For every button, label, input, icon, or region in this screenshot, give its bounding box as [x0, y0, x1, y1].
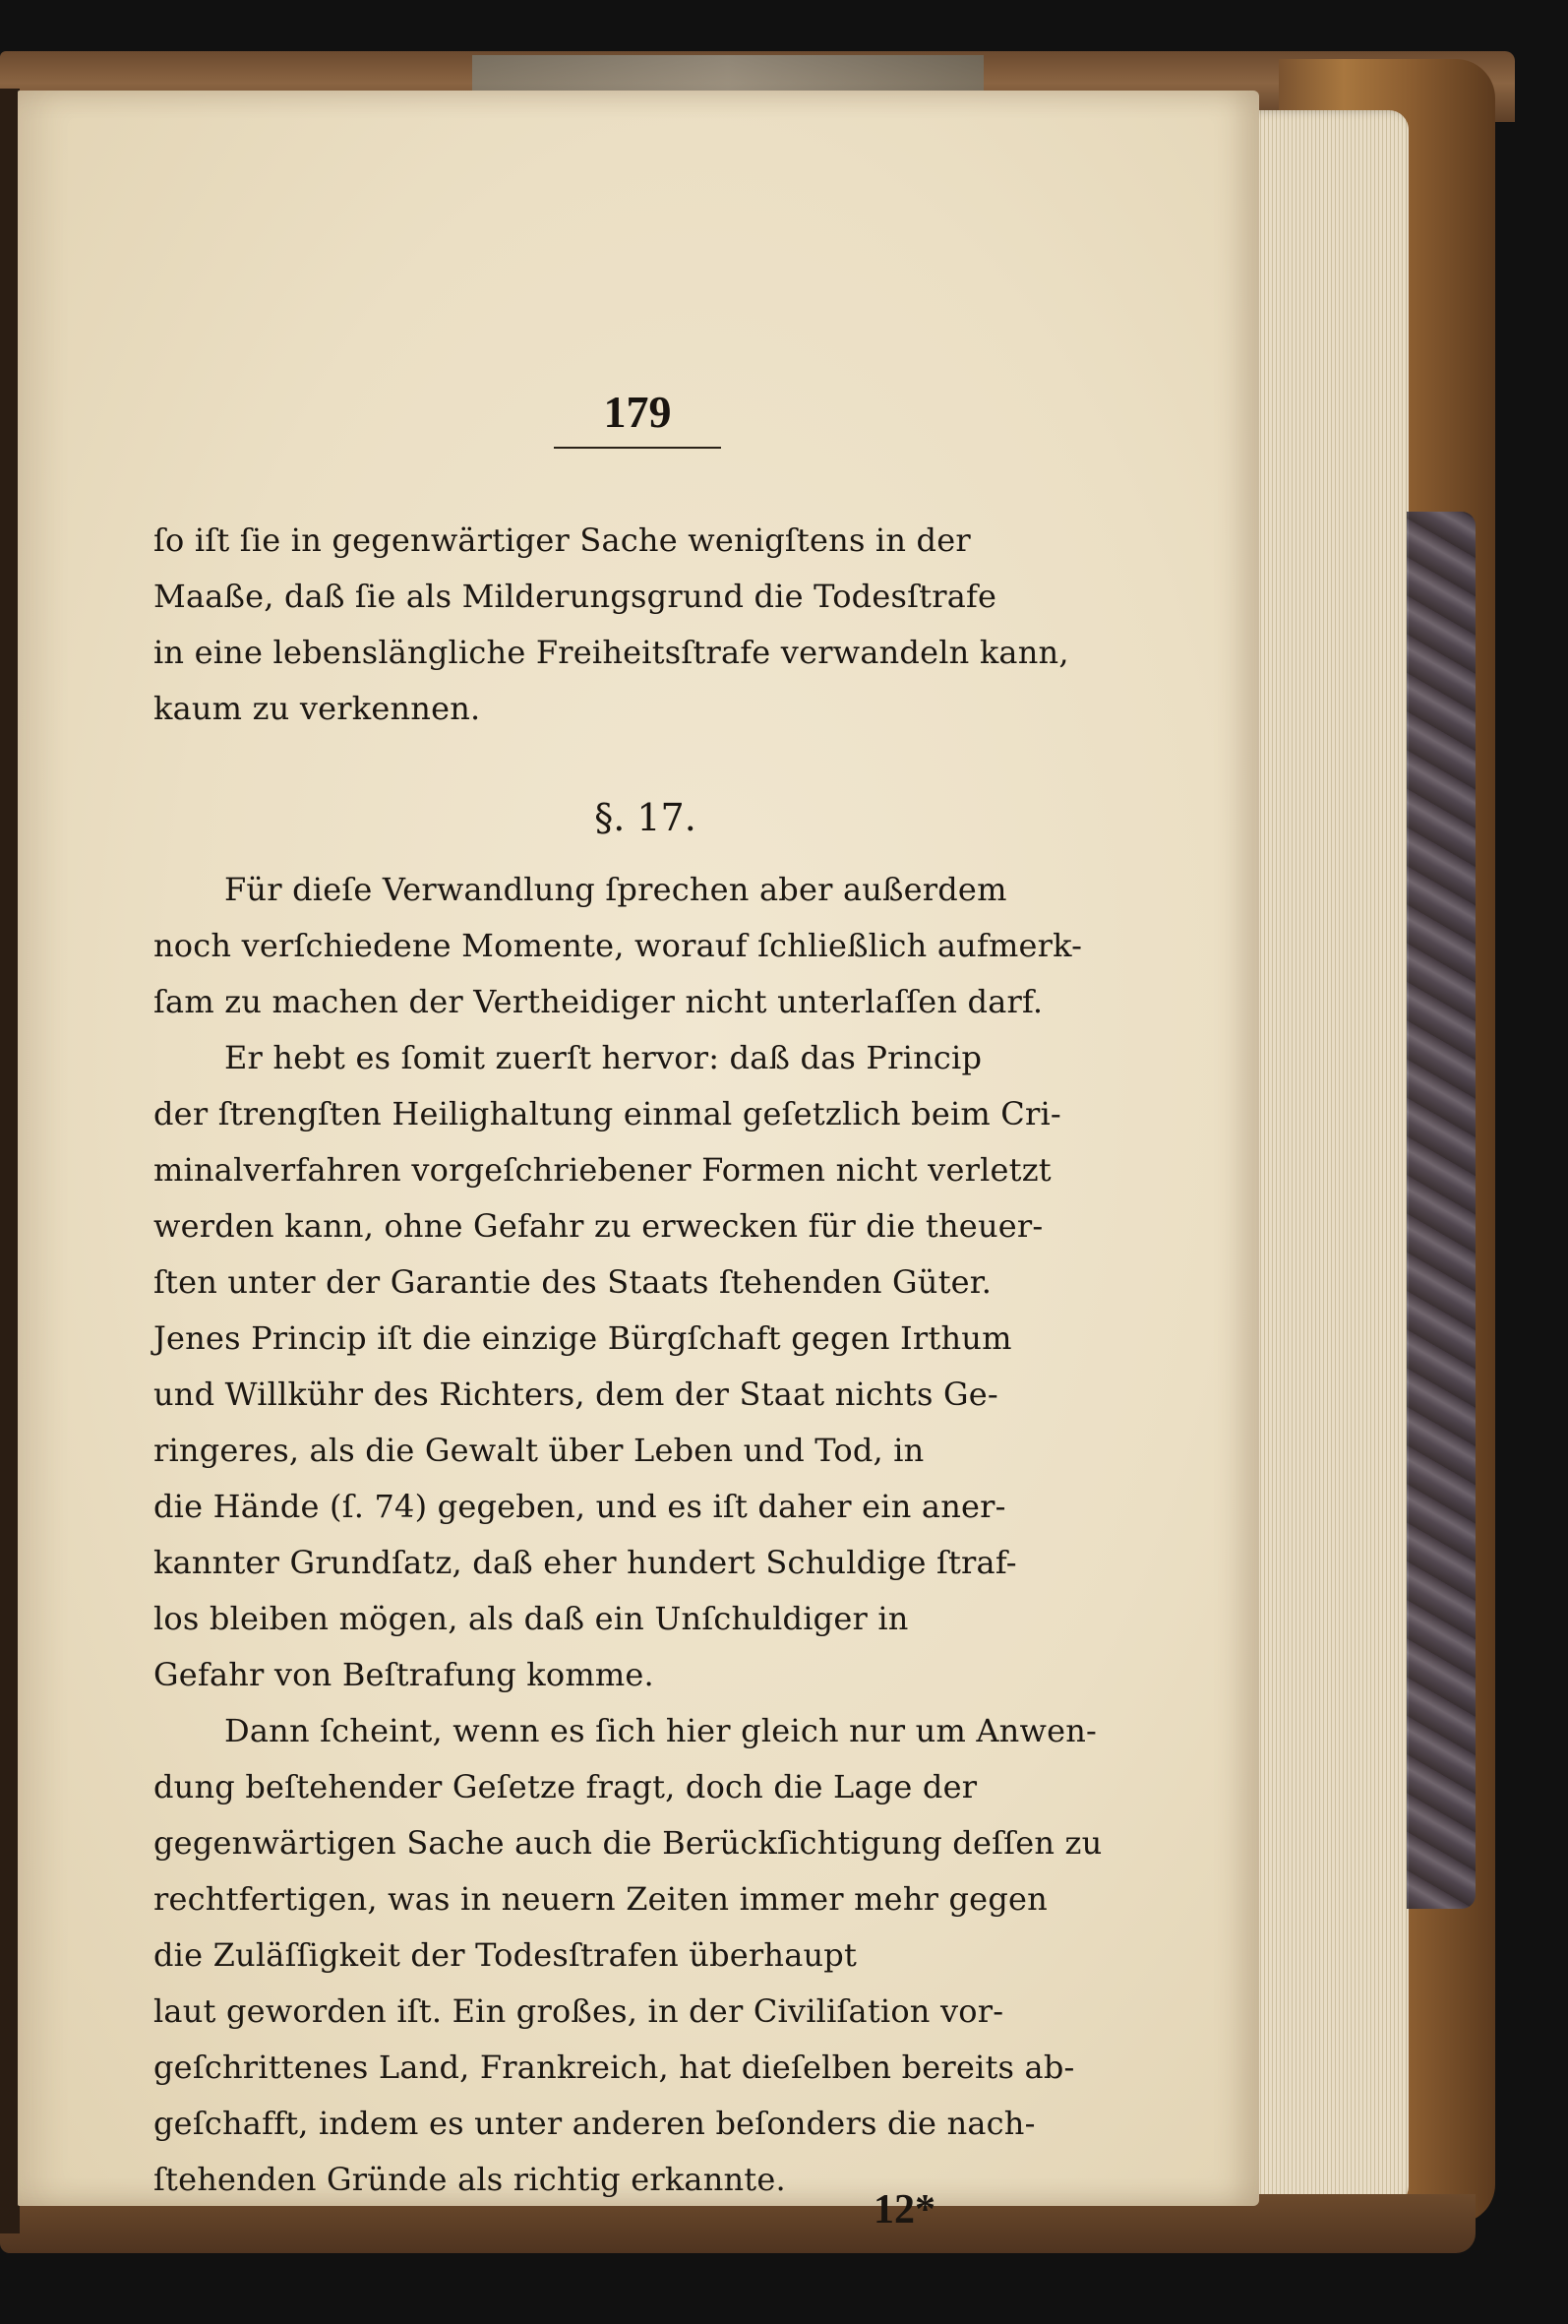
text-line: ſo iſt ſie in gegenwärtiger Sache wenigſtens in der [153, 521, 971, 559]
signature-mark: 12* [874, 2187, 935, 2232]
book-cover-left [0, 89, 20, 2233]
text-line: geſchafft, indem es unter anderen beſonders die nach- [153, 2105, 1036, 2142]
text-line: ſtehenden Gründe als richtig erkannte. [153, 2161, 786, 2198]
text-line: gegenwärtigen Sache auch die Berückſichtigung deſſen zu [153, 1824, 1103, 1862]
text-line: kannter Grundſatz, daß eher hundert Schuldige ſtraf- [153, 1544, 1017, 1581]
text-line: Maaße, daß ſie als Milderungsgrund die Todesſtrafe [153, 578, 997, 615]
page-number-rule [554, 447, 721, 449]
text-line: und Willkühr des Richters, dem der Staat nichts Ge- [153, 1376, 998, 1413]
text-line: ſam zu machen der Vertheidiger nicht unterlaſſen darf. [153, 983, 1044, 1020]
text-line: noch verſchiedene Momente, worauf ſchließlich aufmerk- [153, 927, 1083, 964]
marbled-edge [1407, 512, 1476, 1909]
text-line: die Zuläſſigkeit der Todesſtrafen überhaupt [153, 1936, 858, 1974]
text-line: werden kann, ohne Gefahr zu erwecken für die theuer- [153, 1207, 1044, 1245]
text-line: Gefahr von Beſtrafung komme. [153, 1656, 654, 1693]
section-heading: §. 17. [594, 796, 696, 839]
text-line: kaum zu verkennen. [153, 690, 481, 727]
book-page [18, 91, 1259, 2232]
text-line: ſten unter der Garantie des Staats ſtehenden Güter. [153, 1263, 993, 1301]
text-line: dung beſtehender Geſetze fragt, doch die Lage der [153, 1768, 978, 1805]
text-line: Er hebt es ſomit zuerſt hervor: daß das Princip [224, 1039, 983, 1076]
text-line: laut geworden iſt. Ein großes, in der Civiliſation vor- [153, 1992, 1004, 2030]
text-line: der ſtrengſten Heilighaltung einmal geſetzlich beim Cri- [153, 1095, 1061, 1132]
text-line: ringeres, als die Gewalt über Leben und Tod, in [153, 1432, 925, 1469]
text-line: rechtfertigen, was in neuern Zeiten immer mehr gegen [153, 1880, 1048, 1918]
text-line: los bleiben mögen, als daß ein Unſchuldiger in [153, 1600, 909, 1637]
text-line: geſchrittenes Land, Frankreich, hat dieſelben bereits ab- [153, 2049, 1075, 2086]
page-number: 179 [603, 387, 672, 437]
text-line: minalverfahren vorgeſchriebener Formen nicht verletzt [153, 1151, 1052, 1189]
text-line: die Hände (ſ. 74) gegeben, und es iſt daher ein aner- [153, 1488, 1006, 1525]
page-edges [1241, 110, 1409, 2206]
text-line: Dann ſcheint, wenn es ſich hier gleich nur um Anwen- [224, 1712, 1098, 1749]
text-line: Jenes Princip iſt die einzige Bürgſchaft gegen Irthum [153, 1319, 1012, 1357]
text-line: in eine lebenslängliche Freiheitsſtrafe verwandeln kann, [153, 634, 1069, 671]
text-line: Für dieſe Verwandlung ſprechen aber außerdem [224, 871, 1007, 908]
